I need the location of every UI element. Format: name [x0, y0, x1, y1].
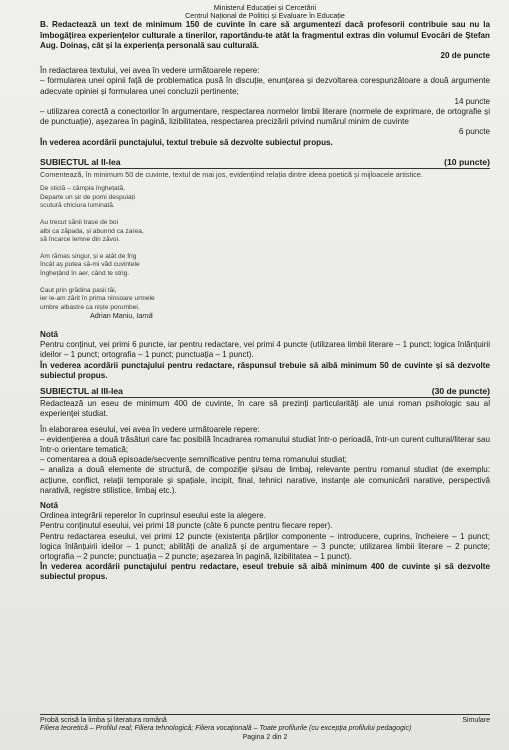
subject-3-item-1: – evidențierea a două trăsături care fac posibilă încadrarea romanului studiat într-o perioadă, într-un curent cultural/literar sau într-o orientare tematică; — [40, 434, 490, 454]
subject-2-note-text: Pentru conținut, vei primi 6 puncte, iar pentru redactare, vei primi 4 puncte (utilizarea limbii literare – 1 punct; logica înlănțuirii ideilor – 1 punct; ortografia – 1 punct; punctuația – 1 punct). — [40, 340, 490, 360]
part-b-item-1: – formularea unei opinii față de problematica pusă în discuție, enunțarea și dezvoltarea corespunzătoare a două argumente adecvate opiniei și formularea unei concluzii pertinente; — [40, 76, 490, 96]
poem-line: Departe un șir de pomi despuiați — [40, 193, 135, 201]
part-b-item-2-points: 6 puncte — [458, 127, 490, 137]
poem-line: ier le-am zărit în prima ninsoare urmele — [40, 295, 155, 303]
footer-exam-name: Probă scrisă la limba și literatura română — [40, 717, 167, 724]
poem-line: încât aș putea să-mi văd cuvintele — [40, 261, 140, 269]
subject-3-note-label: Notă — [40, 501, 58, 511]
poem-stanza-2 — [40, 219, 490, 245]
subject-3-item-2: – comentarea a două episoade/secvențe semnificative pentru tema romanului studiat; — [40, 455, 347, 465]
subject-2-note-label: Notă — [40, 329, 58, 339]
subject-3-intro: În elaborarea eseului, vei avea în vedere următoarele repere: — [40, 424, 260, 434]
subject-3-title: SUBIECTUL al III-lea — [40, 385, 123, 396]
subject-2-note-bold: În vederea acordării punctajului pentru redactare, răspunsul trebuie să aibă minimum 50 de cuvinte și să dezvolte subiectul propus. — [40, 360, 490, 380]
poem-author — [40, 312, 490, 321]
subject-3-redactare: Pentru redactarea eseului, vei primi 12 puncte (existența părților componente – introducere, cuprins, încheiere – 1 punct; logica înlănțuirii ideilor – 1 punct; abilități de analiză și de argumentare – 3 puncte; utilizarea limbii literare – 2 puncte; ortografia – 2 puncte; punctuația – 2 puncte; așezarea în pagină, lizibilitatea – 1 punct). — [40, 531, 490, 562]
footer-profiles: Filiera teoretică – Profilul real; Filiera tehnologică; Filiera vocațională – Toate profilurile (cu excepția profilului pedagogic) — [40, 725, 412, 733]
subject-2-heading — [40, 157, 490, 169]
page-footer — [40, 714, 490, 742]
part-b-item-1-points: 14 puncte — [454, 96, 490, 106]
subject-3-heading — [40, 386, 490, 398]
poem-author-name: Adrian Maniu, — [90, 311, 135, 321]
part-b-points: 20 de puncte — [440, 51, 490, 61]
subject-3-points: (30 de puncte) — [431, 385, 490, 396]
subject-3-content: Pentru conținutul eseului, vei primi 18 puncte (câte 6 puncte pentru fiecare reper). — [40, 521, 333, 531]
subject-2-task: Comentează, în minimum 50 de cuvinte, textul de mai jos, evidențiind relația dintre ideea poetică și mijloacele artistice. — [40, 170, 423, 180]
poem-line: scutură chiciura luminată. — [40, 202, 115, 210]
page-header — [40, 4, 490, 20]
poem-line: înghețând în aer, când te strig. — [40, 270, 130, 277]
subject-2-title: SUBIECTUL al II-lea — [40, 156, 121, 167]
poem-line: albi ca zăpada, și abunnd ca zarea, — [40, 227, 144, 235]
poem-line: să încarce lemne din zăvoi. — [40, 236, 120, 244]
part-b-task: B. Redactează un text de minimum 150 de cuvinte în care să argumentezi dacă profesorii contribuie sau nu la îmbogățirea experiențelor culturale a tinerilor, raportându-te atât la fragmentul extras din volumul Evocări de Ștefan Aug. Doinaș, cât și la experiența personală sau culturală. — [40, 20, 490, 50]
center-name: Centrul Național de Politici și Evaluare în Educație — [185, 11, 345, 21]
subject-3-final: În vederea acordării punctajului pentru redactare, eseul trebuie să aibă minimum 400 de cuvinte și să dezvolte subiectul propus. — [40, 562, 490, 582]
footer-page-number: Pagina 2 din 2 — [242, 733, 288, 741]
subject-2-points: (10 puncte) — [444, 156, 490, 167]
poem-line: umbre albastre ca niște porumbei. — [40, 303, 140, 311]
subject-3-task: Redactează un eseu de minimum 400 de cuvinte, în care să prezinți particularități ale unui roman psihologic sau al experienței studiat. — [40, 399, 490, 419]
poem-stanza-3 — [40, 253, 490, 279]
poem-line: Am rămas singur, și e atât de frig — [40, 252, 137, 260]
poem-line: De sticlă – câmpia înghețată. — [40, 185, 126, 193]
poem-title: Iarnă — [136, 311, 153, 321]
part-b-intro: În redactarea textului, vei avea în vedere următoarele repere: — [40, 66, 260, 76]
subject-3-item-3: – analiza a două elemente de structură, de compoziție și/sau de limbaj, relevante pentru romanul studiat (de exemplu: acțiune, conflict, relații temporale și spațiale, incipit, final, tehnici narative, instanțe ale comunicării narative, perspectivă narativă, registre stilistice, limbaj etc.). — [40, 465, 490, 495]
poem-line: Caut prin grădina pasii tăi, — [40, 286, 117, 294]
poem — [40, 185, 490, 321]
poem-stanza-1 — [40, 185, 490, 211]
subject-3-order: Ordinea integrării reperelor în cuprinsul eseului este la alegere. — [40, 511, 266, 521]
poem-stanza-4 — [40, 287, 490, 313]
part-b-note: În vederea acordării punctajului, textul trebuie să dezvolte subiectul propus. — [40, 137, 333, 147]
footer-session: Simulare — [462, 717, 490, 724]
part-b-item-2: – utilizarea corectă a conectorilor în argumentare, respectarea normelor limbii literare (normele de exprimare, de ortografie și de punctuație), așezarea în pagină, lizibilitatea, respectarea precizării privind numărul minim de cuvinte — [40, 107, 490, 127]
ministry-name: Ministerul Educației și Cercetării — [213, 3, 317, 12]
poem-line: Au trecut sănii trase de boi — [40, 219, 119, 227]
